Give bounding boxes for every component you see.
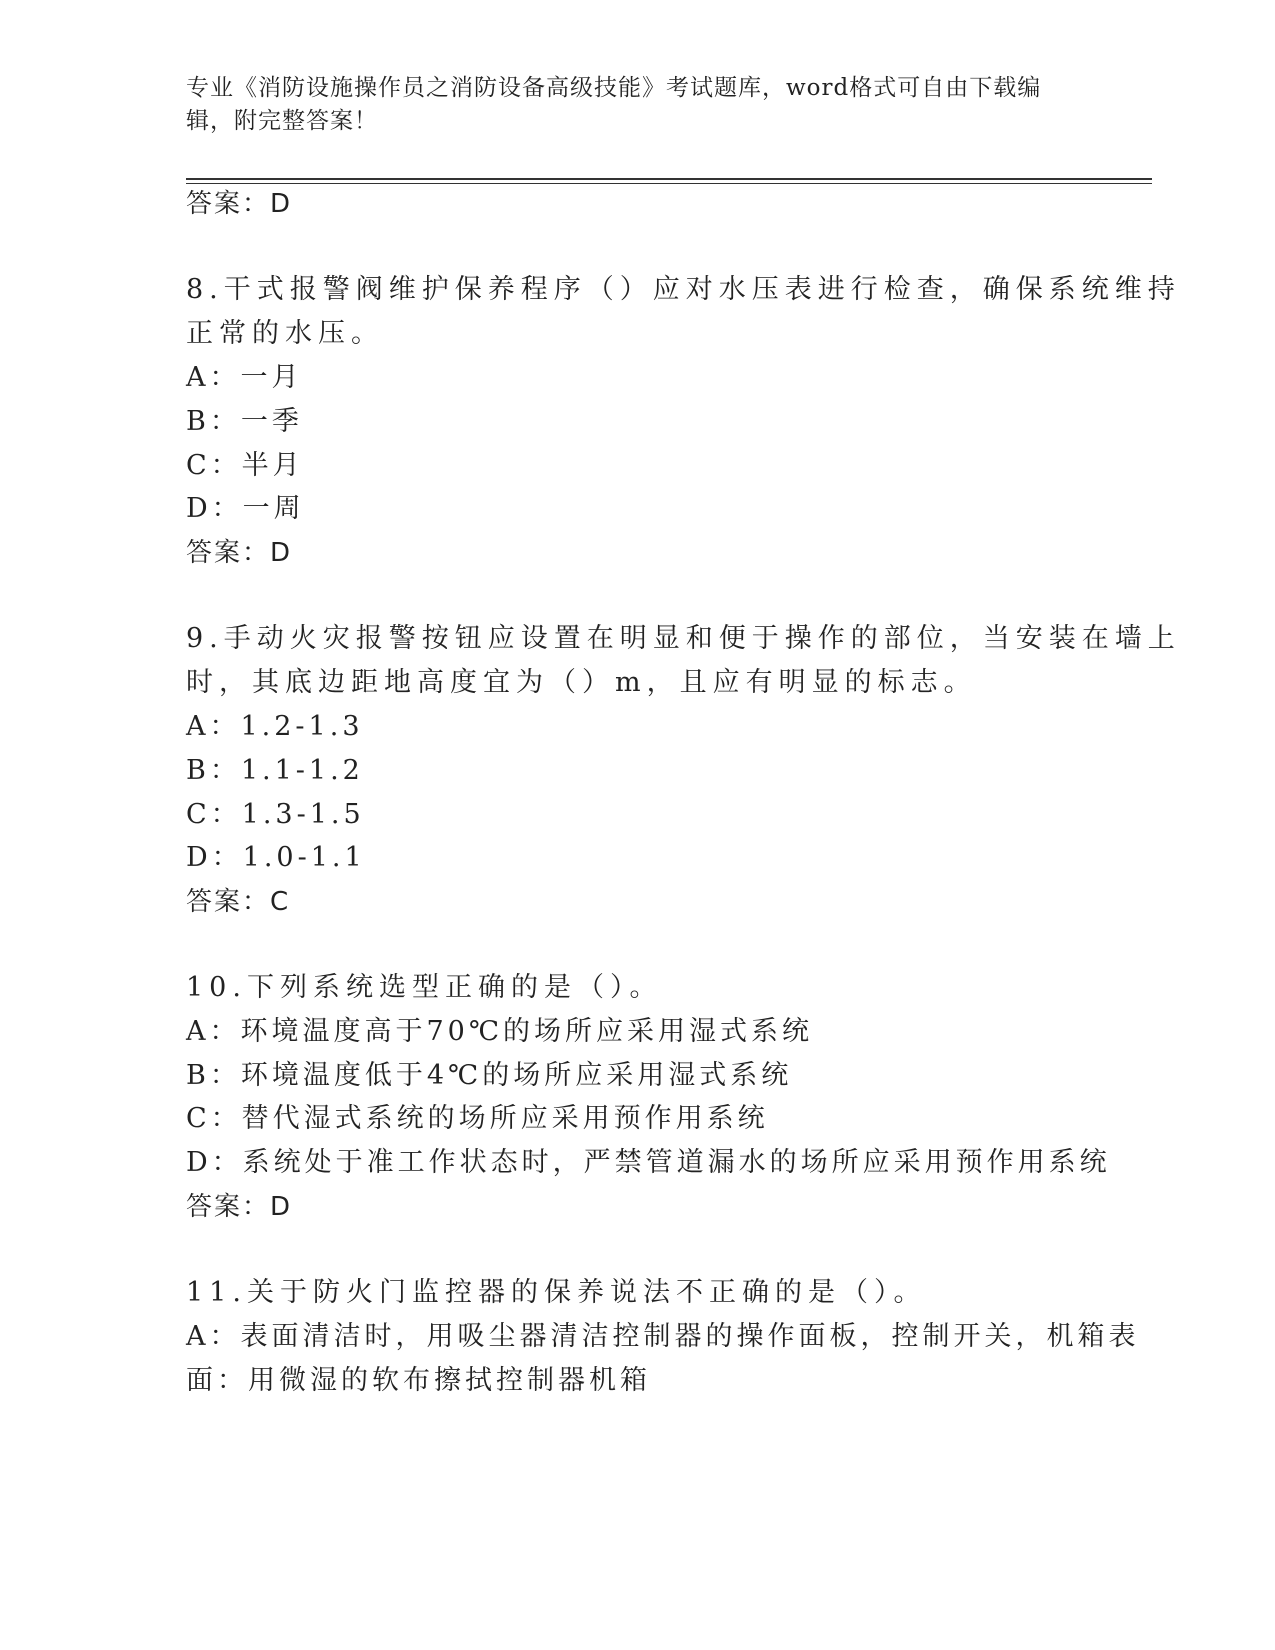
question-8-stem-line-1: 8.干式报警阀维护保养程序（）应对水压表进行检查，确保系统维持 [186, 274, 1181, 305]
question-9-stem-line-2: 时，其底边距地高度宜为（）m，且应有明显的标志。 [186, 667, 977, 698]
question-8-stem-line-2: 正常的水压。 [186, 318, 384, 349]
question-9-option-a: A：1.2-1.3 [186, 711, 364, 742]
question-10-answer: 答案：D [186, 1192, 293, 1222]
document-header [186, 72, 1066, 138]
question-8-option-a: A：一月 [186, 362, 303, 393]
question-9-option-c: C：1.3-1.5 [186, 799, 365, 830]
header-divider-thin [186, 183, 1152, 184]
header-line-2: 辑，附完整答案！ [186, 108, 378, 134]
question-9-answer: 答案：C [186, 887, 291, 917]
question-11-option-a-line-2: 面：用微湿的软布擦拭控制器机箱 [186, 1365, 651, 1396]
header-line-1: 专业《消防设施操作员之消防设备高级技能》考试题库，word格式可自由下载编 [186, 75, 1042, 101]
question-8-option-c: C：半月 [186, 450, 304, 481]
question-9-option-b: B：1.1-1.2 [186, 755, 364, 786]
question-11-stem: 11.关于防火门监控器的保养说法不正确的是（）。 [186, 1277, 927, 1308]
question-10-option-b: B：环境温度低于4℃的场所应采用湿式系统 [186, 1060, 793, 1091]
header-divider-thick [186, 178, 1152, 180]
question-10-option-d: D：系统处于准工作状态时，严禁管道漏水的场所应采用预作用系统 [186, 1147, 1111, 1178]
question-9-option-d: D：1.0-1.1 [186, 842, 366, 873]
question-10-option-c: C：替代湿式系统的场所应采用预作用系统 [186, 1103, 769, 1134]
answer-previous: 答案：D [186, 189, 293, 219]
question-8-option-b: B：一季 [186, 406, 303, 437]
question-10-stem: 10.下列系统选型正确的是（）。 [186, 972, 663, 1003]
question-8-answer: 答案：D [186, 538, 293, 568]
question-11-option-a-line-1: A：表面清洁时，用吸尘器清洁控制器的操作面板，控制开关，机箱表 [186, 1321, 1140, 1352]
question-8-option-d: D：一周 [186, 493, 305, 524]
question-10-option-a: A：环境温度高于70℃的场所应采用湿式系统 [186, 1016, 814, 1047]
question-9-stem-line-1: 9.手动火灾报警按钮应设置在明显和便于操作的部位，当安装在墙上 [186, 623, 1181, 654]
